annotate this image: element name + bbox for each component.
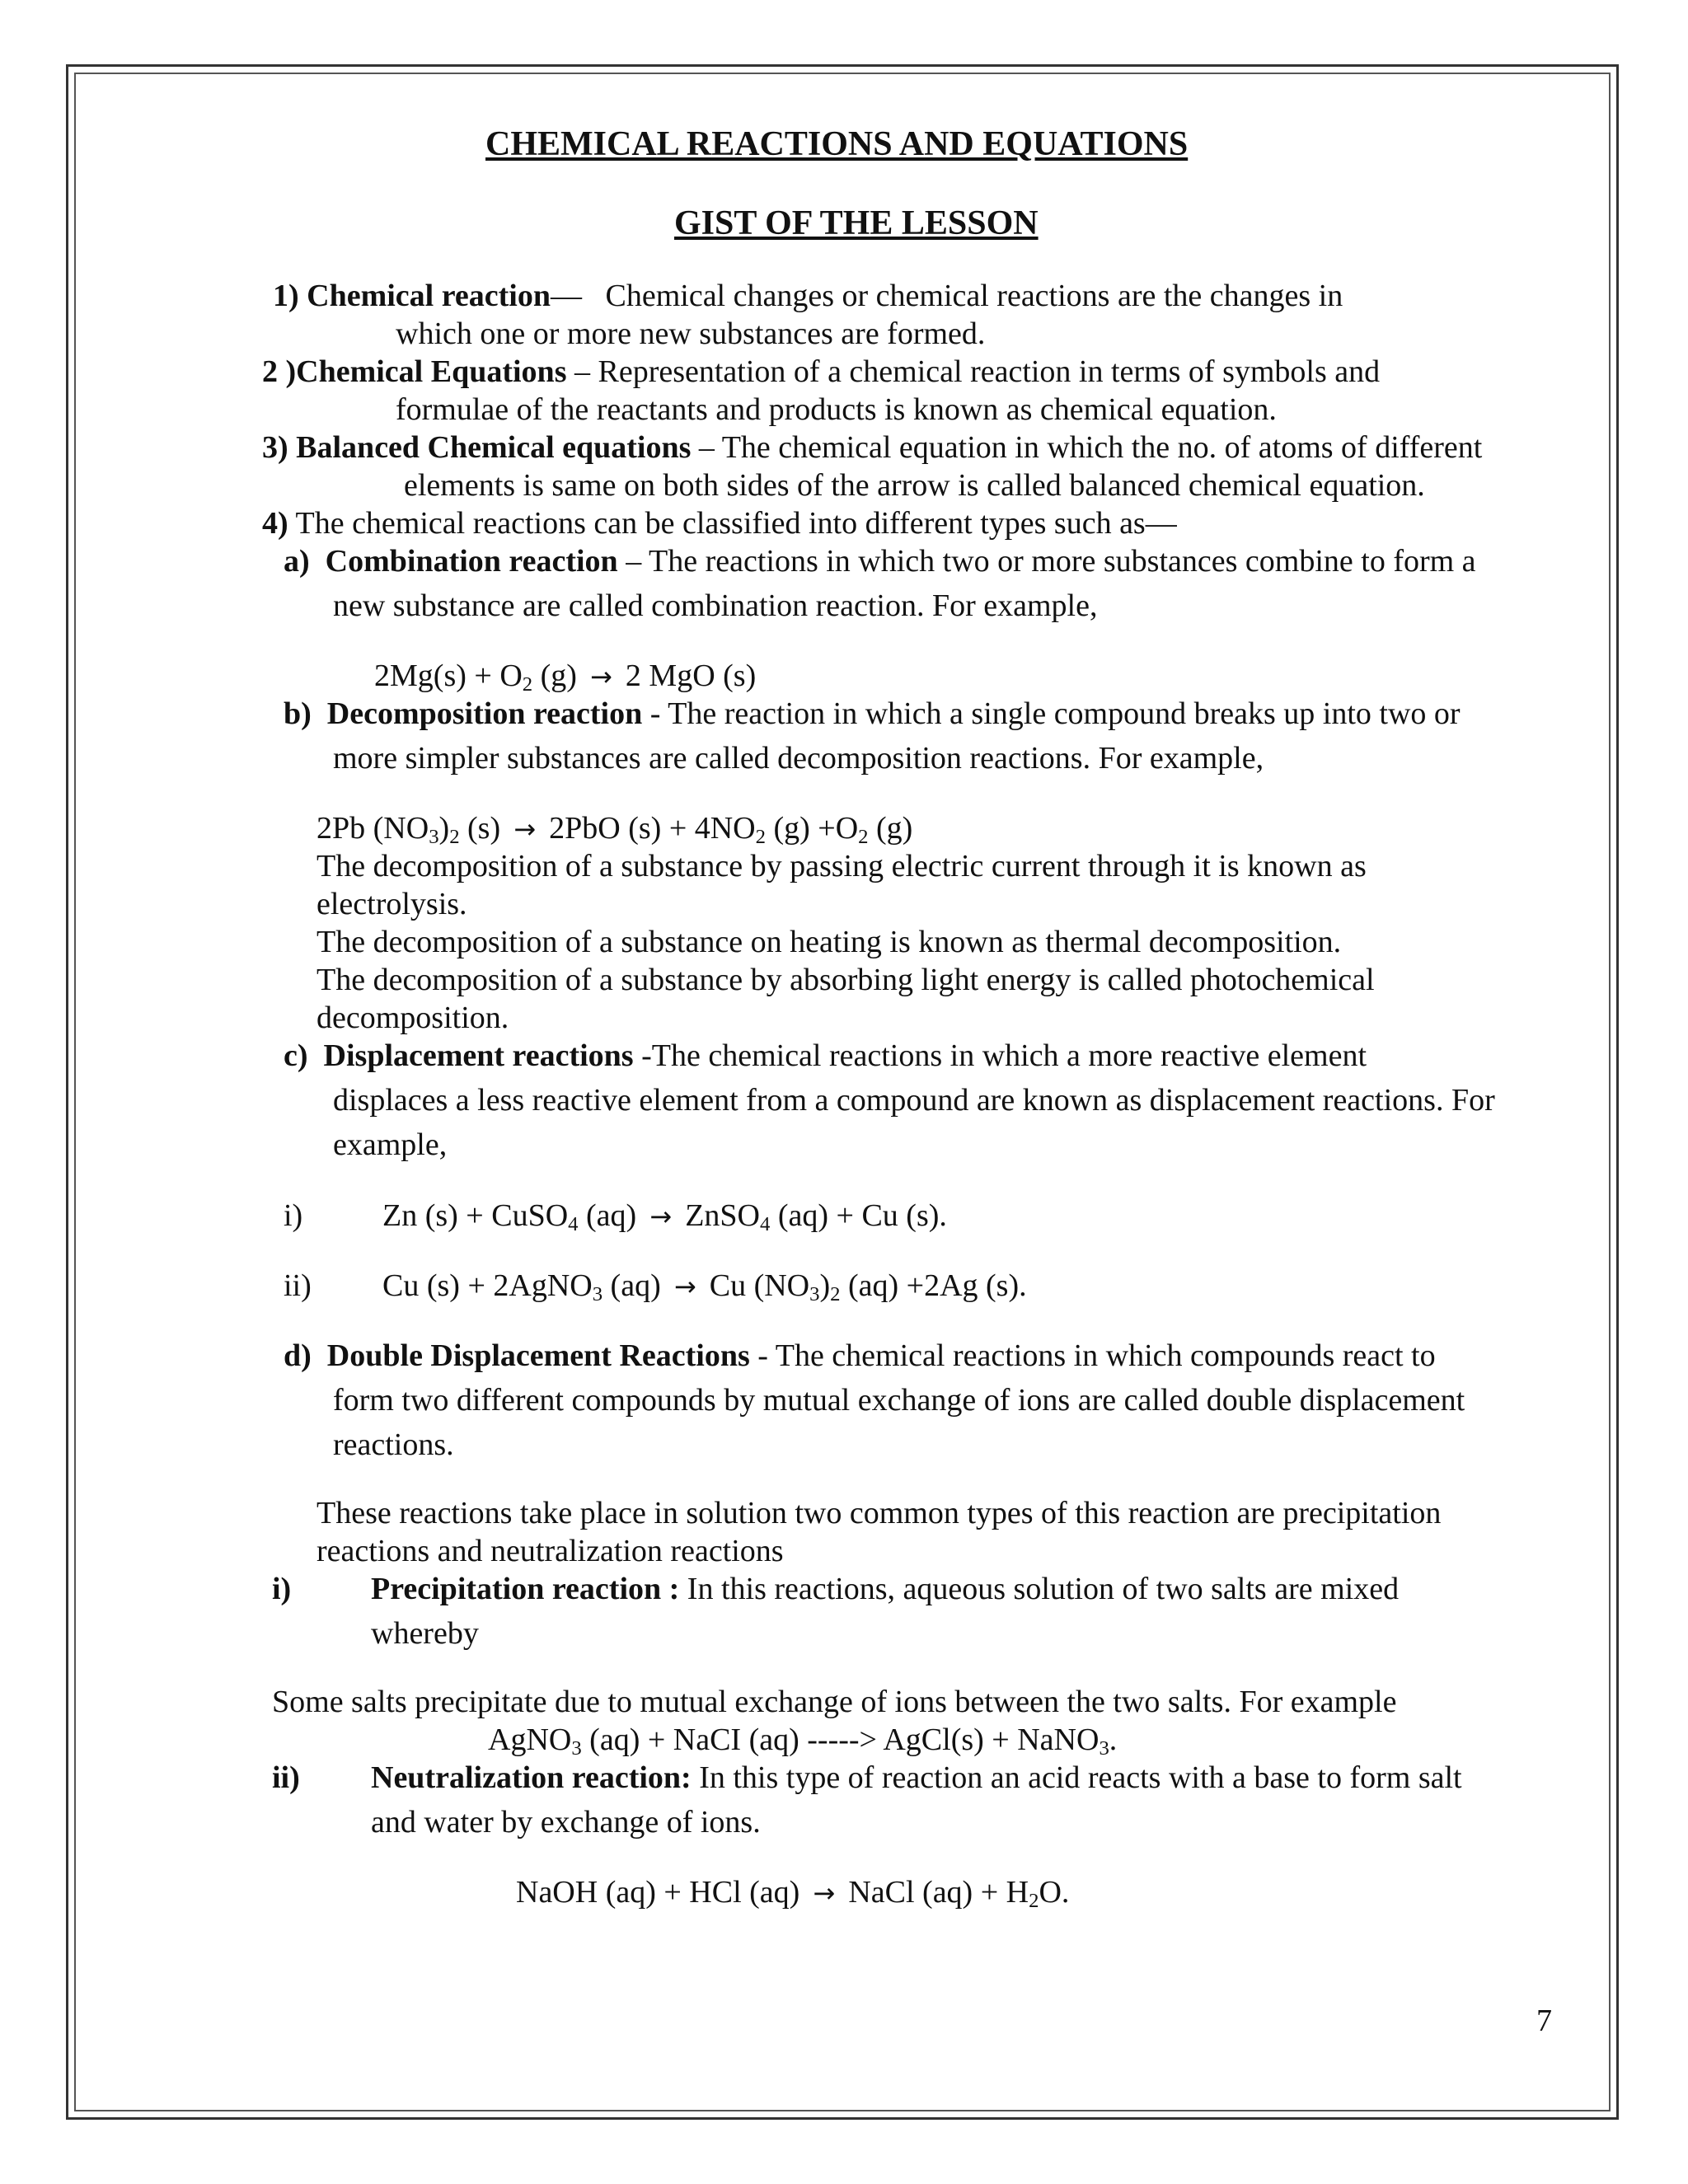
- photochemical-text-cont: decomposition.: [316, 1001, 509, 1035]
- precipitation-example: Some salts precipitate due to mutual exchange of ions between the two salts. For example: [272, 1685, 1397, 1719]
- neutralization-equation: NaOH (aq) + HCl (aq) → NaCl $(aq) + H_2O$.: [516, 1875, 1070, 1913]
- classification-intro: 4) The chemical reactions can be classified into different types such as—: [262, 506, 1177, 541]
- decomposition-reaction-cont: more simpler substances are called decomposition reactions. For example,: [333, 741, 1264, 776]
- double-displacement-types: These reactions take place in solution two common types of this reaction are precipitation: [316, 1496, 1442, 1530]
- combination-reaction-cont: new substance are called combination reaction. For example,: [333, 588, 1098, 623]
- arrow-icon: →: [813, 1877, 836, 1909]
- page-number: 7: [1536, 2004, 1552, 2038]
- displacement-equation-1: Zn (s) + CuSO$_4$ (aq) → ZnSO$_4$ (aq) + Cu (s).: [382, 1198, 947, 1236]
- electrolysis-text: The decomposition of a substance by passing electric current through it is known as: [316, 849, 1367, 883]
- combination-reaction: a) Combination reaction – The reactions in which two or more substances combine to form a: [284, 544, 1476, 579]
- arrow-icon: →: [513, 813, 537, 845]
- thermal-decomposition-text: The decomposition of a substance on heating is known as thermal decomposition.: [316, 925, 1342, 959]
- neutralization-reaction: Neutralization reaction: In this type of reaction an acid reacts with a base to form salt: [371, 1760, 1462, 1795]
- photochemical-text: The decomposition of a substance by absorbing light energy is called photochemical: [316, 963, 1375, 997]
- displacement-reaction-cont: displaces a less reactive element from a compound are known as displacement reactions. For: [333, 1083, 1495, 1118]
- displacement-eq1-num: i): [284, 1198, 303, 1233]
- page-subtitle: GIST OF THE LESSON: [674, 204, 1039, 242]
- displacement-eq2-num: ii): [284, 1268, 312, 1303]
- arrow-icon: →: [673, 1271, 696, 1302]
- precipitation-reaction-cont: whereby: [371, 1616, 479, 1651]
- definition-chemical-reaction-cont: which one or more new substances are formed.: [396, 316, 986, 351]
- definition-chemical-equations: 2 )Chemical Equations – Representation of a chemical reaction in terms of symbols and: [262, 354, 1381, 389]
- double-displacement-cont2: reactions.: [333, 1427, 454, 1462]
- precipitation-reaction: Precipitation reaction : In this reactions, aqueous solution of two salts are mixed: [371, 1572, 1400, 1606]
- combination-equation: $2Mg(s) + O_2$ (g) → 2 MgO (s): [374, 658, 757, 696]
- definition-balanced-equations-cont: elements is same on both sides of the arrow is called balanced chemical equation.: [404, 468, 1425, 503]
- double-displacement-reaction: d) Double Displacement Reactions - The chemical reactions in which compounds react to: [284, 1338, 1436, 1373]
- displacement-equation-2: Cu (s) + 2AgNO$_3$ (aq) → Cu $(NO_3)_2$ (aq) +2Ag (s).: [382, 1268, 1027, 1306]
- definition-chemical-reaction: 1) Chemical reaction— Chemical changes or chemical reactions are the changes in: [273, 279, 1343, 313]
- definition-chemical-equations-cont: formulae of the reactants and products is known as chemical equation.: [396, 392, 1277, 427]
- double-displacement-types-cont: reactions and neutralization reactions: [316, 1534, 784, 1568]
- arrow-icon: →: [590, 661, 612, 692]
- double-displacement-cont: form two different compounds by mutual exchange of ions are called double displacement: [333, 1383, 1465, 1418]
- neutralization-reaction-cont: and water by exchange of ions.: [371, 1805, 761, 1840]
- decomposition-equation: 2Pb $(NO_3)_2$ (s) → 2PbO $(s) + 4NO_2$ $(g) +O_2$ (g): [316, 811, 913, 849]
- definition-balanced-equations: 3) Balanced Chemical equations – The chemical equation in which the no. of atoms of different: [262, 430, 1483, 465]
- displacement-reaction-cont2: example,: [333, 1127, 448, 1162]
- decomposition-reaction: b) Decomposition reaction - The reaction in which a single compound breaks up into two or: [284, 696, 1461, 731]
- displacement-reaction: c) Displacement reactions -The chemical reactions in which a more reactive element: [284, 1038, 1367, 1073]
- neutralization-label: ii): [272, 1760, 300, 1795]
- precipitation-equation: AgNO$_3$ (aq) + NaCI (aq) -----> AgCl(s) + NaNO$_3$.: [488, 1722, 1118, 1760]
- page-title: CHEMICAL REACTIONS AND EQUATIONS: [485, 125, 1189, 163]
- precipitation-label: i): [272, 1572, 292, 1606]
- arrow-icon: →: [649, 1201, 673, 1232]
- electrolysis-text-cont: electrolysis.: [316, 887, 467, 921]
